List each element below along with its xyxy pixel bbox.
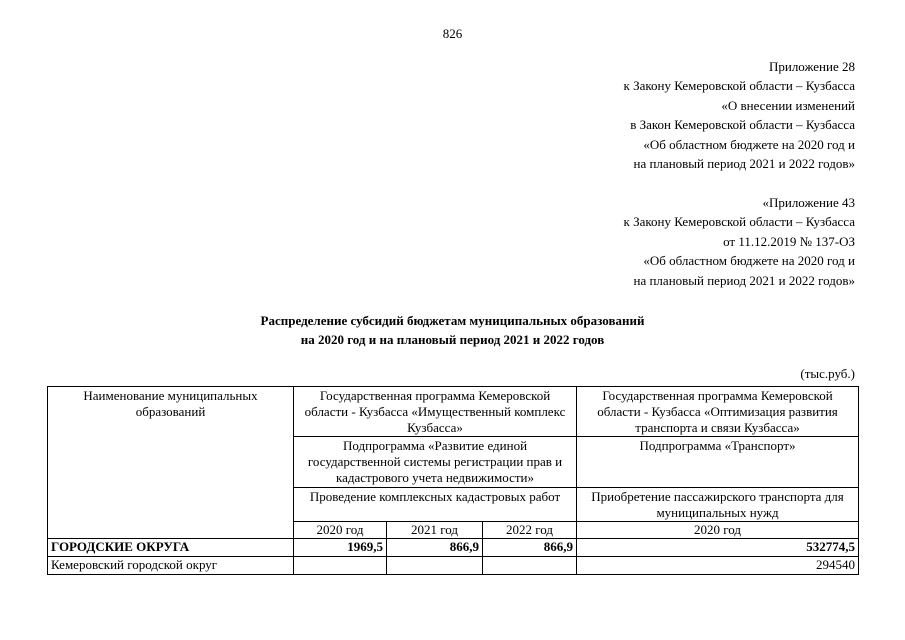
appendix-line: «Об областном бюджете на 2020 год и (643, 136, 855, 152)
header-program-transport: Государственная программа Кемеровской области - Кузбасса «Оптимизация развития транспорта и связи Кузбасса» (577, 387, 859, 437)
appendix-line: «О внесении изменений (721, 97, 855, 113)
header-year-2020: 2020 год (294, 522, 387, 539)
appendix-line: в Закон Кемеровской области – Кузбасса (630, 117, 855, 133)
cell-transport-2020: 532774,5 (577, 539, 859, 557)
appendix-line: Приложение 28 (768, 59, 855, 74)
header-activity-vehicles: Приобретение пассажирского транспорта для муниципальных нужд (577, 487, 859, 522)
table-row (48, 539, 859, 557)
appendix-line: к Закону Кемеровской области – Кузбасса (623, 214, 855, 230)
header-program-property: Государственная программа Кемеровской области - Кузбасса «Имущественный комплекс Кузбасса» (294, 387, 577, 437)
appendix-line: к Закону Кемеровской области – Кузбасса (623, 78, 855, 94)
page-number: 826 (442, 26, 463, 41)
appendix-line: «Об областном бюджете на 2020 год и (643, 253, 855, 269)
title-line-1: Распределение субсидий бюджетам муниципальных образований (260, 313, 645, 328)
header-municipality-name: Наименование муниципальных образований (48, 387, 294, 539)
header-transport-year-2020: 2020 год (577, 522, 859, 539)
title-line-2: на 2020 год и на плановый период 2021 и 2022 годов (300, 332, 605, 347)
subsidy-table (47, 386, 859, 575)
appendix-line: от 11.12.2019 № 137-ОЗ (723, 233, 855, 249)
header-subprogram-transport: Подпрограмма «Транспорт» (577, 437, 859, 487)
cell-transport-2020: 294540 (577, 557, 859, 575)
cell-2020 (294, 557, 387, 575)
cell-2022: 866,9 (483, 539, 577, 557)
table-row (48, 557, 859, 575)
cell-2022 (483, 557, 577, 575)
appendix-line: на плановый период 2021 и 2022 годов» (633, 156, 855, 172)
table-header-row (48, 387, 859, 437)
header-year-2021: 2021 год (387, 522, 483, 539)
appendix-43-header (515, 193, 855, 290)
units-label: (тыс.руб.) (800, 366, 855, 381)
header-activity-cadastral: Проведение комплексных кадастровых работ (294, 487, 577, 522)
cell-2021 (387, 557, 483, 575)
document-title (0, 311, 905, 349)
appendix-28-header (515, 57, 855, 173)
cell-2020: 1969,5 (294, 539, 387, 557)
row-name: Кемеровский городской округ (48, 557, 294, 575)
header-year-2022: 2022 год (483, 522, 577, 539)
cell-2021: 866,9 (387, 539, 483, 557)
appendix-line: на плановый период 2021 и 2022 годов» (633, 272, 855, 288)
row-name: ГОРОДСКИЕ ОКРУГА (48, 539, 294, 557)
header-subprogram-registration: Подпрограмма «Развитие единой государственной системы регистрации прав и кадастрового учета недвижимости» (294, 437, 577, 487)
appendix-line: «Приложение 43 (762, 195, 855, 210)
